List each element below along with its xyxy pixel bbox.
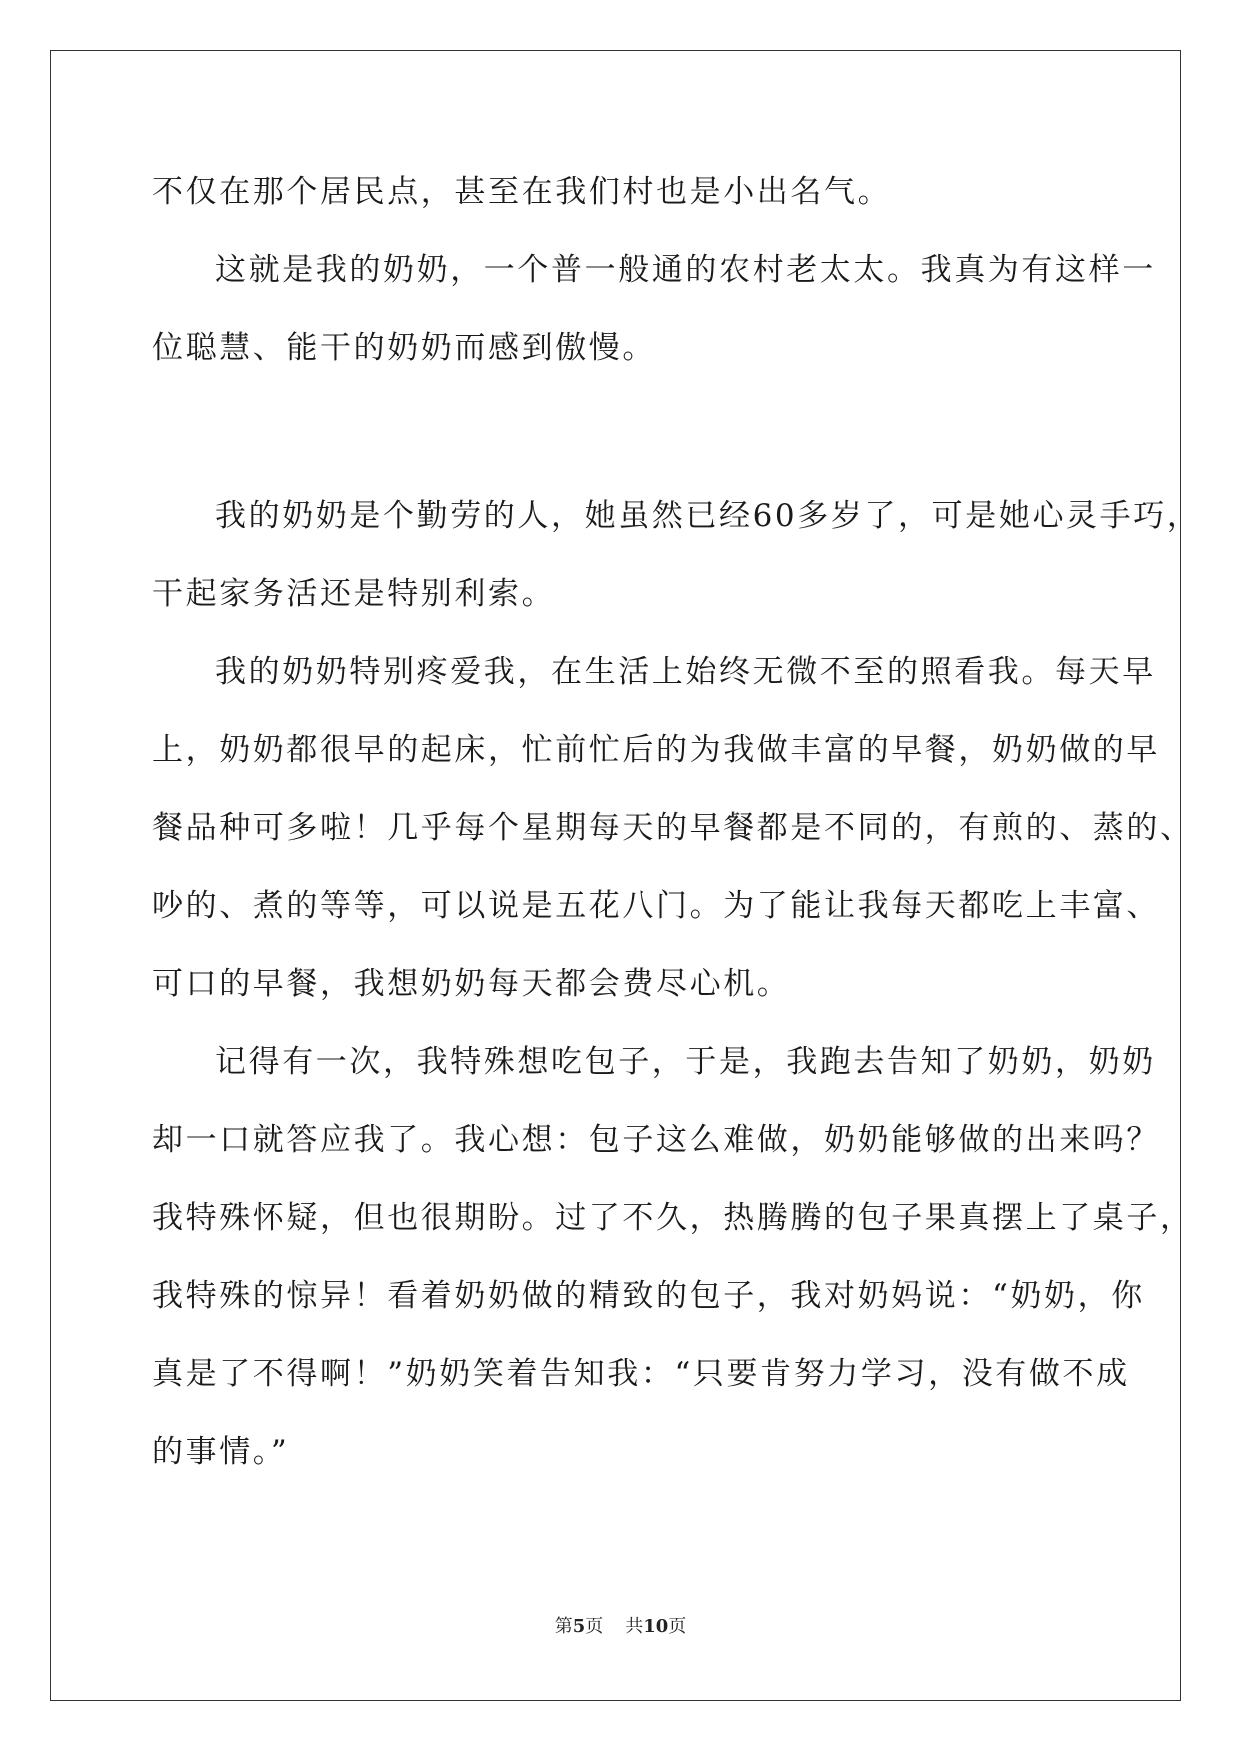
text-line-11: 记得有一次，我特殊想吃包子，于是，我跑去告知了奶奶，奶奶	[215, 1044, 1156, 1080]
page-footer	[0, 1612, 1241, 1638]
text-line-6: 我的奶奶特别疼爱我，在生活上始终无微不至的照看我。每天早	[215, 654, 1156, 690]
text-line-7: 上，奶奶都很早的起床，忙前忙后的为我做丰富的早餐，奶奶做的早	[152, 732, 1160, 768]
footer-page-mid: 页	[585, 1616, 604, 1637]
text-line-9: 吵的、煮的等等，可以说是五花八门。为了能让我每天都吃上丰富、	[152, 888, 1160, 924]
footer-total-prefix: 共	[625, 1616, 644, 1637]
text-line-2: 这就是我的奶奶，一个普一般通的农村老太太。我真为有这样一	[215, 252, 1156, 288]
text-line-8: 餐品种可多啦！几乎每个星期每天的早餐都是不同的，有煎的、蒸的、	[152, 810, 1194, 846]
footer-total-suffix: 页	[668, 1616, 687, 1637]
footer-total-pages: 10	[643, 1616, 669, 1637]
text-line-1: 不仅在那个居民点，甚至在我们村也是小出名气。	[152, 174, 892, 210]
text-line-14: 我特殊的惊异！看着奶奶做的精致的包子，我对奶妈说：“奶奶，你	[152, 1278, 1145, 1314]
text-line-13: 我特殊怀疑，但也很期盼。过了不久，热腾腾的包子果真摆上了桌子，	[152, 1200, 1194, 1236]
footer-current-page: 5	[572, 1616, 586, 1637]
text-line-3: 位聪慧、能干的奶奶而感到傲慢。	[152, 330, 656, 366]
text-line-10: 可口的早餐，我想奶奶每天都会费尽心机。	[152, 966, 791, 1002]
text-line-12: 却一口就答应我了。我心想：包子这么难做，奶奶能够做的出来吗？	[152, 1122, 1160, 1158]
text-line-15: 真是了不得啊！”奶奶笑着告知我：“只要肯努力学习，没有做不成	[152, 1356, 1130, 1392]
text-line-4: 我的奶奶是个勤劳的人，她虽然已经60多岁了，可是她心灵手巧，	[215, 498, 1201, 534]
text-line-16: 的事情。”	[152, 1434, 290, 1470]
footer-page-prefix: 第	[554, 1616, 573, 1637]
text-line-5: 干起家务活还是特别利索。	[152, 576, 556, 612]
